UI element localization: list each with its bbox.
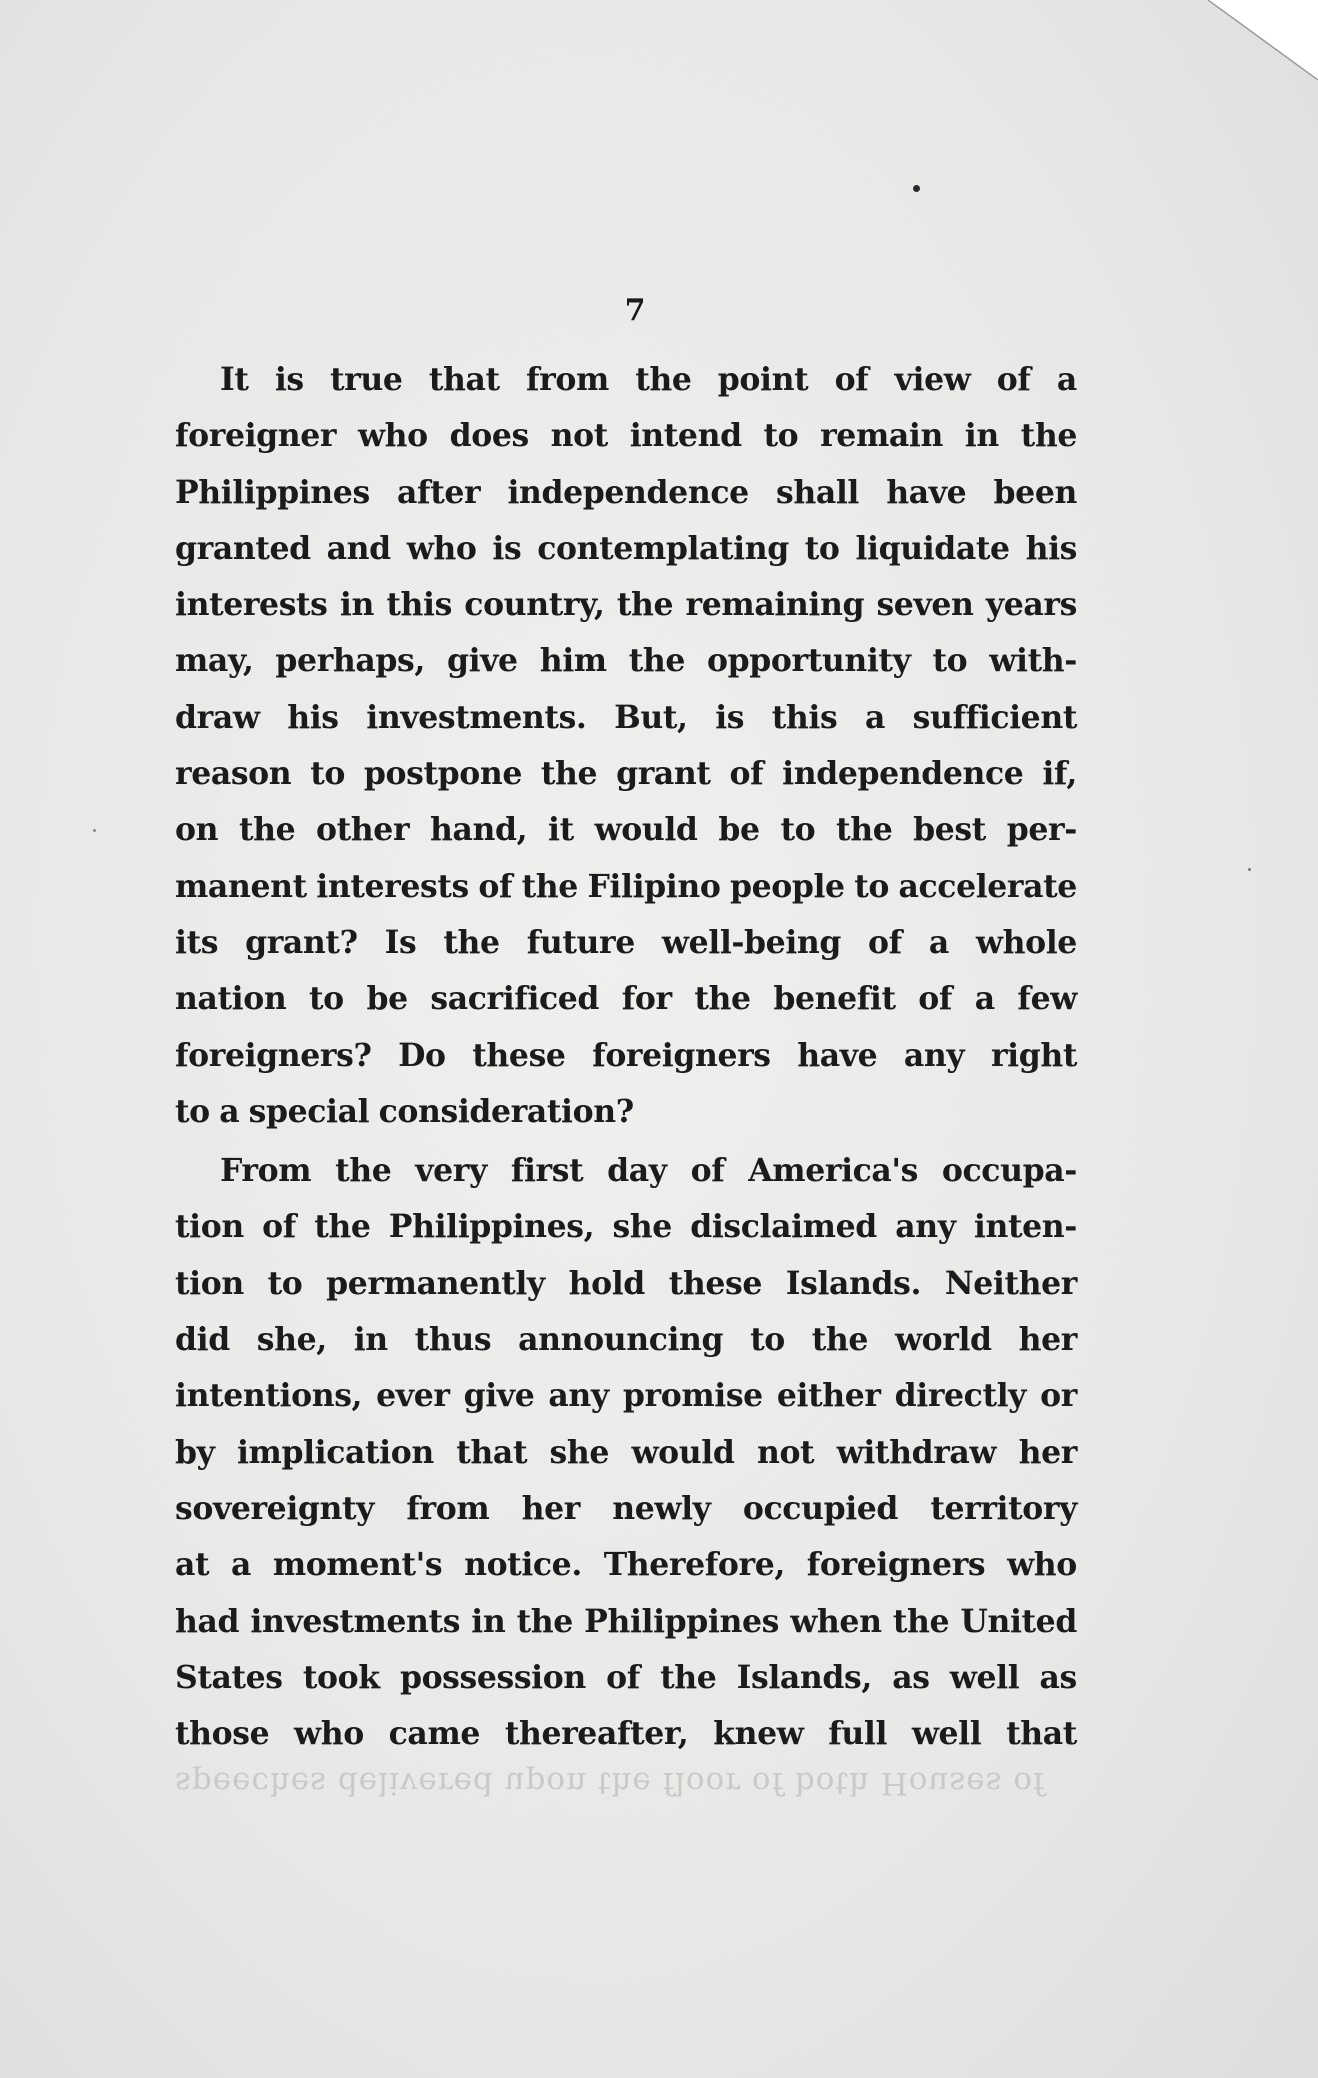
word: her (1018, 1433, 1077, 1471)
word: accelerate (898, 867, 1077, 905)
word: tion (175, 1264, 244, 1302)
word: thus (414, 1321, 492, 1359)
text-line (175, 690, 1077, 746)
word: Islands. (785, 1264, 922, 1302)
text-line (175, 1368, 1077, 1424)
word: in (339, 586, 374, 624)
word: newly (612, 1489, 711, 1527)
word: his (287, 698, 339, 736)
word: from (406, 1489, 490, 1527)
word: the (443, 923, 500, 961)
word: occupied (742, 1489, 899, 1527)
word: investments (250, 1602, 461, 1640)
page-number: 7 (624, 293, 646, 328)
ink-speck (93, 829, 96, 832)
word: grant? (245, 923, 358, 961)
word: foreigners (592, 1036, 771, 1074)
word: the (694, 980, 751, 1018)
word: this (771, 698, 838, 736)
word: the (616, 586, 674, 624)
word: to (804, 529, 840, 567)
word: of (834, 361, 869, 398)
word: the (314, 1208, 371, 1246)
word: directly (894, 1377, 1027, 1415)
word: any (895, 1208, 956, 1246)
word: a (1056, 361, 1077, 398)
word: foreigners (806, 1546, 986, 1584)
text-line (175, 633, 1077, 689)
word: sacrificed (430, 980, 600, 1018)
text-line (175, 465, 1077, 521)
word: full (828, 1715, 888, 1753)
word: promise (622, 1377, 763, 1415)
word: best (913, 811, 986, 849)
word: be (718, 811, 760, 849)
word: for (621, 980, 672, 1018)
word: seven (876, 586, 974, 624)
word: independence (782, 755, 1024, 793)
word: is (274, 361, 304, 398)
word: of (478, 867, 513, 905)
word: those (175, 1715, 270, 1753)
word: that (428, 361, 500, 398)
text-line (175, 971, 1077, 1027)
word: opportunity (707, 642, 911, 680)
word: took (302, 1658, 380, 1696)
word: investments. (366, 698, 587, 736)
text-line (175, 1256, 1077, 1312)
word: came (388, 1715, 481, 1753)
word: this (386, 586, 452, 624)
word: Philippines (175, 473, 370, 511)
word: of (690, 1152, 725, 1190)
word: she (549, 1433, 610, 1471)
word: independence (507, 473, 749, 511)
word: of (729, 755, 764, 793)
word: whole (975, 923, 1077, 961)
word: in (353, 1321, 388, 1359)
word: or (1040, 1377, 1077, 1415)
word: reason (175, 755, 292, 793)
word: may, (175, 642, 254, 680)
word: of (262, 1208, 296, 1246)
word: is (715, 698, 745, 736)
word: when (790, 1602, 882, 1640)
word: sovereignty (175, 1489, 375, 1527)
word: if, (1042, 755, 1077, 793)
word: him (539, 642, 607, 680)
word: who (406, 529, 477, 567)
word: remain (820, 417, 943, 455)
word: territory (930, 1489, 1077, 1527)
word: country, (464, 586, 605, 624)
word: of (606, 1658, 640, 1696)
word: the (635, 361, 692, 398)
word: who (1007, 1546, 1077, 1584)
word: the (238, 811, 296, 849)
word: with- (989, 642, 1077, 680)
word: the (1020, 417, 1077, 455)
text-line (175, 802, 1077, 858)
word: manent (175, 867, 307, 905)
word: does (449, 417, 529, 455)
word: right (990, 1036, 1077, 1074)
word: had (175, 1602, 240, 1640)
paragraph-2 (175, 1143, 1077, 1762)
text-line (175, 1143, 1077, 1199)
word: in (964, 417, 999, 455)
word: any (548, 1377, 609, 1415)
word: But, (614, 698, 688, 736)
word: have (797, 1036, 878, 1074)
word: Filipino (587, 867, 721, 905)
word: tion (175, 1208, 244, 1246)
word: that (1006, 1715, 1077, 1753)
word: the (660, 1658, 717, 1696)
word: intend (629, 417, 742, 455)
word: who (294, 1715, 364, 1753)
word: the (516, 1602, 573, 1640)
word: give (463, 1377, 535, 1415)
word: It (220, 361, 249, 398)
word: contemplating (537, 529, 789, 567)
word: true (330, 361, 403, 398)
body-text (175, 352, 1077, 1762)
word: be (366, 980, 408, 1018)
word: to (310, 755, 345, 793)
word: interests (316, 867, 469, 905)
word: knew (713, 1715, 804, 1753)
word: the (892, 1602, 950, 1640)
word: withdraw (836, 1433, 997, 1471)
word: after (397, 473, 481, 511)
word: the (335, 1152, 392, 1190)
word: Philippines (584, 1602, 779, 1640)
paragraph-1 (175, 352, 1077, 1140)
word: that (456, 1433, 528, 1471)
text-line (175, 1312, 1077, 1368)
word: a (219, 1092, 240, 1130)
word: other (316, 811, 410, 849)
word: possession (399, 1658, 586, 1696)
text-line (175, 577, 1077, 633)
word: a (974, 980, 995, 1018)
word: the (540, 755, 598, 793)
word: as (892, 1658, 930, 1696)
text-line (175, 1706, 1077, 1762)
word: occupa- (941, 1152, 1077, 1190)
bleed-through-text: speeches delivered upon the floor of both Houses of (175, 1765, 1046, 1801)
text-line (175, 352, 1077, 408)
word: the (628, 642, 686, 680)
word: the (811, 1321, 869, 1359)
word: very (415, 1152, 487, 1190)
word: the (521, 867, 578, 905)
word: have (886, 473, 967, 511)
word: hold (568, 1264, 645, 1302)
word: to (309, 980, 344, 1018)
word: From (220, 1152, 312, 1190)
word: been (993, 473, 1077, 511)
text-line (175, 1481, 1077, 1537)
word: to (854, 867, 889, 905)
word: announcing (518, 1321, 724, 1359)
word: inten- (973, 1208, 1077, 1246)
word: to (267, 1264, 303, 1302)
word: a (231, 1546, 252, 1584)
word: implication (236, 1433, 434, 1471)
word: these (472, 1036, 566, 1074)
word: people (729, 867, 845, 905)
word: grant (616, 755, 711, 793)
text-line (175, 521, 1077, 577)
word: sufficient (912, 698, 1077, 736)
word: at (175, 1546, 210, 1584)
word: liquidate (855, 529, 1010, 567)
text-line (175, 1084, 1077, 1140)
word: Therefore, (603, 1546, 785, 1584)
ink-speck (913, 185, 920, 192)
word: notice. (464, 1546, 582, 1584)
word: hand, (429, 811, 528, 849)
word: perhaps, (275, 642, 425, 680)
word: a (864, 698, 885, 736)
word: world (894, 1321, 992, 1359)
word: either (776, 1377, 881, 1415)
word: America's (748, 1152, 919, 1190)
text-line (175, 1199, 1077, 1255)
word: in (471, 1602, 506, 1640)
word: of (868, 923, 902, 961)
text-line (175, 408, 1077, 464)
word: to (763, 417, 799, 455)
word: her (1018, 1321, 1077, 1359)
word: who (357, 417, 428, 455)
text-line (175, 859, 1077, 915)
word: United (960, 1602, 1077, 1640)
word: years (985, 586, 1077, 624)
word: Neither (944, 1264, 1077, 1302)
word: remaining (685, 586, 865, 624)
word: any (903, 1036, 965, 1074)
word: from (525, 361, 609, 398)
word: give (446, 642, 518, 680)
word: view (894, 361, 971, 398)
word: benefit (773, 980, 896, 1018)
word: well-being (661, 923, 842, 961)
word: few (1017, 980, 1077, 1018)
word: granted (175, 529, 311, 567)
word: did (175, 1321, 230, 1359)
word: nation (175, 980, 287, 1018)
text-line (175, 1594, 1077, 1650)
word: she, (256, 1321, 327, 1359)
word: to (780, 811, 816, 849)
word: the (836, 811, 893, 849)
word: would (631, 1433, 735, 1471)
word: disclaimed (690, 1208, 877, 1246)
word: ever (376, 1377, 450, 1415)
word: future (526, 923, 635, 961)
word: thereafter, (504, 1715, 689, 1753)
word: her (521, 1489, 580, 1527)
text-line (175, 746, 1077, 802)
word: his (1025, 529, 1077, 567)
word: intentions, (175, 1377, 363, 1415)
page-corner-fold (1208, 0, 1318, 80)
word: these (668, 1264, 762, 1302)
text-line (175, 1650, 1077, 1706)
word: by (175, 1433, 215, 1471)
word: shall (776, 473, 859, 511)
word: day (607, 1152, 667, 1190)
word: Do (398, 1036, 446, 1074)
word: first (510, 1152, 584, 1190)
word: is (492, 529, 522, 567)
word: would (594, 811, 698, 849)
word: draw (175, 698, 260, 736)
word: point (717, 361, 809, 398)
word: interests (175, 586, 328, 624)
word: foreigners? (175, 1036, 372, 1074)
word: consideration? (378, 1092, 634, 1130)
word: to (932, 642, 968, 680)
word: moment's (272, 1546, 443, 1584)
text-line (175, 1425, 1077, 1481)
word: on (175, 811, 219, 849)
word: Is (384, 923, 417, 961)
word: per- (1006, 811, 1077, 849)
word: to (750, 1321, 785, 1359)
word: its (175, 923, 219, 961)
ink-speck (1248, 868, 1251, 871)
word: postpone (363, 755, 522, 793)
word: not (756, 1433, 815, 1471)
text-line (175, 1537, 1077, 1593)
word: well (911, 1715, 982, 1753)
text-line (175, 915, 1077, 971)
word: a (928, 923, 949, 961)
word: of (996, 361, 1031, 398)
word: well (949, 1658, 1020, 1696)
word: she (612, 1208, 672, 1246)
word: permanently (326, 1264, 545, 1302)
word: to (175, 1092, 210, 1130)
word: Philippines, (388, 1208, 595, 1246)
word: States (175, 1658, 283, 1696)
word: special (248, 1092, 370, 1130)
word: not (550, 417, 608, 455)
word: Islands, (736, 1658, 872, 1696)
word: foreigner (175, 417, 337, 455)
word: and (326, 529, 391, 567)
text-line (175, 1028, 1077, 1084)
word: it (548, 811, 574, 849)
word: as (1039, 1658, 1077, 1696)
word: of (918, 980, 953, 1018)
